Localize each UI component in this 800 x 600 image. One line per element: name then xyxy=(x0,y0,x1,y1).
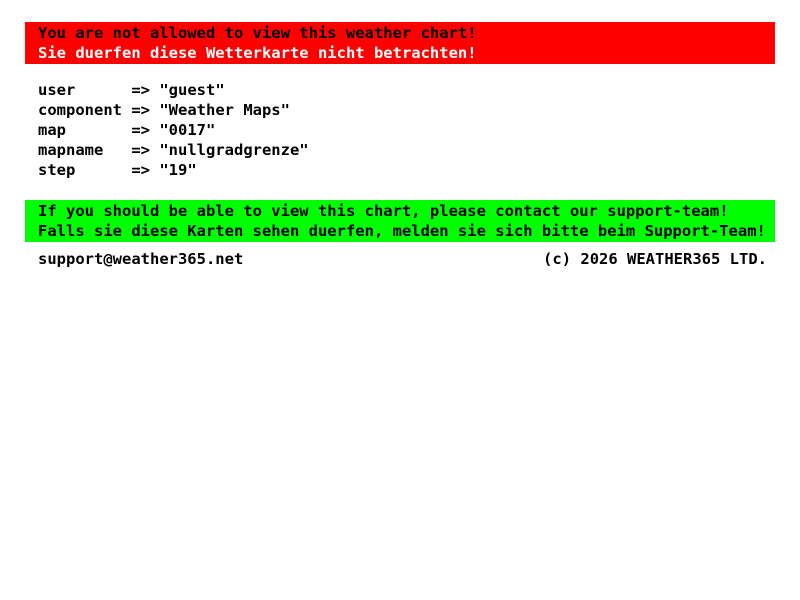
detail-key: mapname xyxy=(38,141,104,159)
detail-key: map xyxy=(38,121,66,139)
detail-row-user xyxy=(38,80,800,100)
detail-key: user xyxy=(38,81,76,99)
arrow-glyph: => xyxy=(131,121,150,139)
detail-value: "Weather Maps" xyxy=(159,101,290,119)
support-banner xyxy=(25,200,775,242)
arrow-glyph: => xyxy=(131,161,150,179)
detail-row-component xyxy=(38,100,800,120)
error-message-german: Sie duerfen diese Wetterkarte nicht betrachten! xyxy=(38,44,477,62)
arrow-glyph: => xyxy=(131,141,150,159)
detail-value: "nullgradgrenze" xyxy=(159,141,309,159)
support-message-german: Falls sie diese Karten sehen duerfen, melden sie sich bitte beim Support-Team! xyxy=(38,222,766,240)
copyright-notice: (c) 2026 WEATHER365 LTD. xyxy=(543,250,767,268)
support-email: support@weather365.net xyxy=(38,250,244,268)
request-details xyxy=(38,80,800,180)
error-banner xyxy=(25,22,775,64)
detail-key: step xyxy=(38,161,76,179)
detail-row-step xyxy=(38,160,800,180)
detail-row-map xyxy=(38,120,800,140)
arrow-glyph: => xyxy=(131,81,150,99)
detail-key: component xyxy=(38,101,122,119)
detail-value: "guest" xyxy=(159,81,225,99)
detail-value: "19" xyxy=(159,161,197,179)
support-message-english: If you should be able to view this chart, please contact our support-team! xyxy=(38,202,729,220)
error-message-english: You are not allowed to view this weather chart! xyxy=(38,24,477,42)
arrow-glyph: => xyxy=(131,101,150,119)
footer xyxy=(38,249,767,269)
detail-value: "0017" xyxy=(159,121,216,139)
detail-row-mapname xyxy=(38,140,800,160)
